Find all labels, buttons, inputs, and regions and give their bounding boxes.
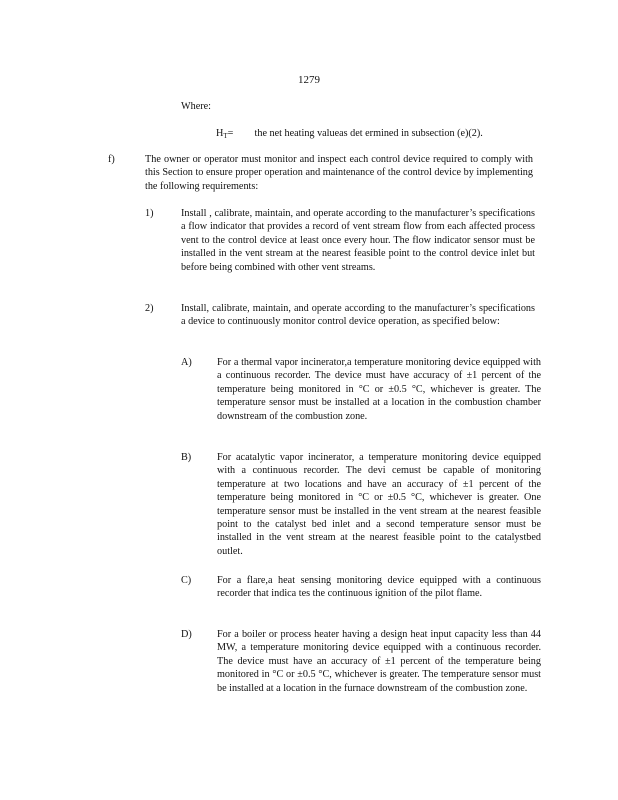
- subitem-b-label: B): [181, 452, 192, 463]
- subitem-d-text: For a boiler or process heater having a design heat input capacity less than 44 MW, a temperature monitoring device equipped with a continuous recorder. The device must have an accuracy of ±1 percent of the temperature being monitored in °C or ±0.5 °C, whichever is greater. The temperature sensor must be installed at a location in the furnace downstream of the combustion zone.: [217, 629, 541, 694]
- subitem-c-label: C): [181, 575, 192, 586]
- ht-symbol: $H_T=$: [216, 128, 234, 140]
- subitem-b-text: For acatalytic vapor incinerator, a temperature monitoring device equipped with a continuous recorder. The devi cemust be capable of monitoring temperature at two locations and have an accuracy of ±1 percent of the temperature being monitored in °C or ±0.5 °C, whichever is greater. One temperature sensor must be installed in the vent stream at the nearest feasible point to the catalyst bed inlet and a second temperature sensor must be installed in the vent stream at the nearest feasible point to the catalystbed outlet.: [217, 452, 541, 557]
- section-f-text: The owner or operator must monitor and inspect each control device required to comply with this Section to ensure proper operation and maintenance of the control device by implementing the following requirements:: [145, 154, 533, 192]
- where-label: Where:: [181, 101, 211, 112]
- item-2-label: 2): [145, 303, 154, 314]
- subitem-d-label: D): [181, 629, 192, 640]
- item-1-label: 1): [145, 208, 154, 219]
- item-2-text: Install, calibrate, maintain, and operate according to the manufacturer’s specifications a device to continuously monitor control device operation, as specified below:: [181, 303, 535, 328]
- subitem-c-text: For a flare,a heat sensing monitoring device equipped with a continuous recorder that indica tes the continuous ignition of the pilot flame.: [217, 575, 541, 600]
- section-f-label: f): [108, 154, 115, 165]
- ht-definition-text: the net heating valueas det ermined in subsection (e)(2).: [254, 128, 483, 139]
- item-1-text: Install , calibrate, maintain, and operate according to the manufacturer’s specifications a flow indicator that provides a record of vent stream flow from each affected process vent to the control device at least once every hour. The flow indicator sensor must be installed in the vent stream at the nearest feasible point to the control device inlet but before being combined with other vent streams.: [181, 208, 535, 273]
- page-number: 1279: [298, 74, 320, 86]
- subitem-a-label: A): [181, 357, 192, 368]
- ht-definition: [216, 127, 556, 140]
- subitem-a-text: For a thermal vapor incinerator,a temperature monitoring device equipped with a continuous recorder. The device must have accuracy of ±1 percent of the temperature being monitored in °C or ±0.5 °C, whichever is greater. The temperature sensor must be installed at a location in the combustion chamber downstream of the combustion zone.: [217, 357, 541, 422]
